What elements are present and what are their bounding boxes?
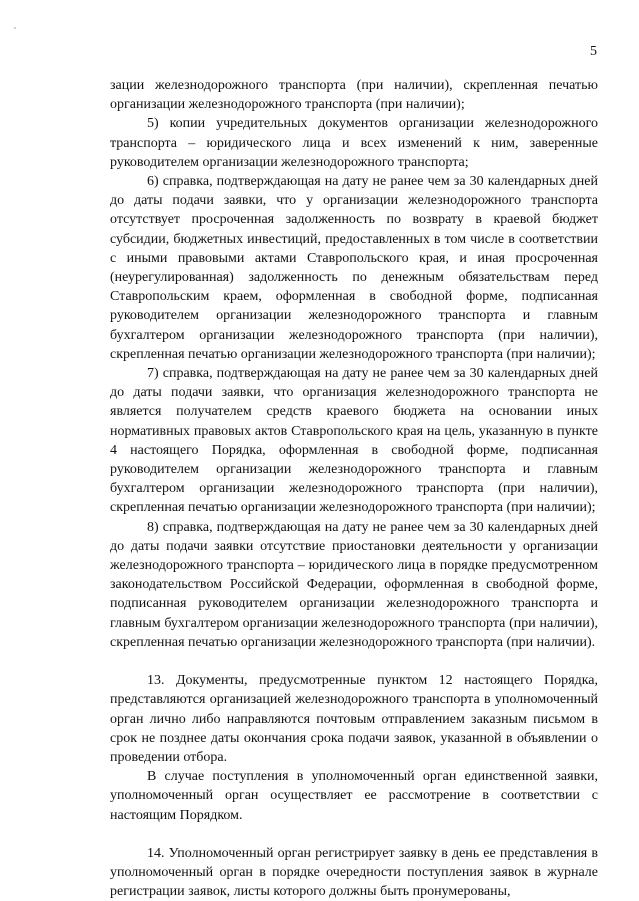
paragraph-section-14: 14. Уполномоченный орган регистрирует заявку в день ее представления в уполномоченный орган в порядке очередности поступления заявок в журнале регистрации заявок, листы которого должны быть пронумерованы, [110,845,598,900]
scan-speck [14,27,16,29]
page-number: 5 [590,44,597,59]
paragraph-continuation: зации железнодорожного транспорта (при наличии), скрепленная печатью организации железнодорожного транспорта (при наличии); [110,78,598,113]
paragraph-item-7: 7) справка, подтверждающая на дату не ранее чем за 30 календарных дней до даты подачи заявки, что организация железнодорожного транспорта не является получателем средств краевого бюджета на основании иных нормативных правовых актов Ставропольского края на цель, указанную в пункте 4 настоящего Порядка, оформленная в свободной форме, подписанная руководителем организации железнодорожного транспорта и главным бухгалтером организации железнодорожного транспорта (при наличии), скрепленная печатью организации железнодорожного транспорта (при наличии); [110,366,598,516]
paragraph-item-5: 5) копии учредительных документов организации железнодорожного транспорта – юридического лица и всех изменений к ним, заверенные руководителем организации железнодорожного транспорта; [110,116,598,170]
document-body [110,76,598,901]
paragraph-section-13: 13. Документы, предусмотренные пунктом 12 настоящего Порядка, представляются организацией железнодорожного транспорта в уполномоченный орган лично либо направляются почтовым отправлением заказным письмом в срок не позднее даты окончания срока подачи заявок, указанной в объявлении о проведении отбора. [110,673,598,765]
paragraph-item-6: 6) справка, подтверждающая на дату не ранее чем за 30 календарных дней до даты подачи заявки, что у организации железнодорожного транспорта отсутствует просроченная задолженность по возврату в краевой бюджет субсидии, бюджетных инвестиций, предоставленных в том числе в соответствии с иными правовыми актами Ставропольского края, и иная просроченная (неурегулированная) задолженность по денежным обязательствам перед Ставропольским краем, оформленная в свободной форме, подписанная руководителем организации железнодорожного транспорта и главным бухгалтером организации железнодорожного транспорта (при наличии), скрепленная печатью организации железнодорожного транспорта (при наличии); [110,174,598,362]
paragraph-item-8: 8) справка, подтверждающая на дату не ранее чем за 30 календарных дней до даты подачи заявки отсутствие приостановки деятельности у организации железнодорожного транспорта – юридического лица в порядке предусмотренном законодательством Российской Федерации, оформленная в свободной форме, подписанная руководителем организации железнодорожного транспорта и главным бухгалтером организации железнодорожного транспорта (при наличии), скрепленная печатью организации железнодорожного транспорта (при наличии). [110,519,598,650]
paragraph-single-application: В случае поступления в уполномоченный орган единственной заявки, уполномоченный орган осуществляет ее рассмотрение в соответствии с настоящим Порядком. [110,769,598,823]
